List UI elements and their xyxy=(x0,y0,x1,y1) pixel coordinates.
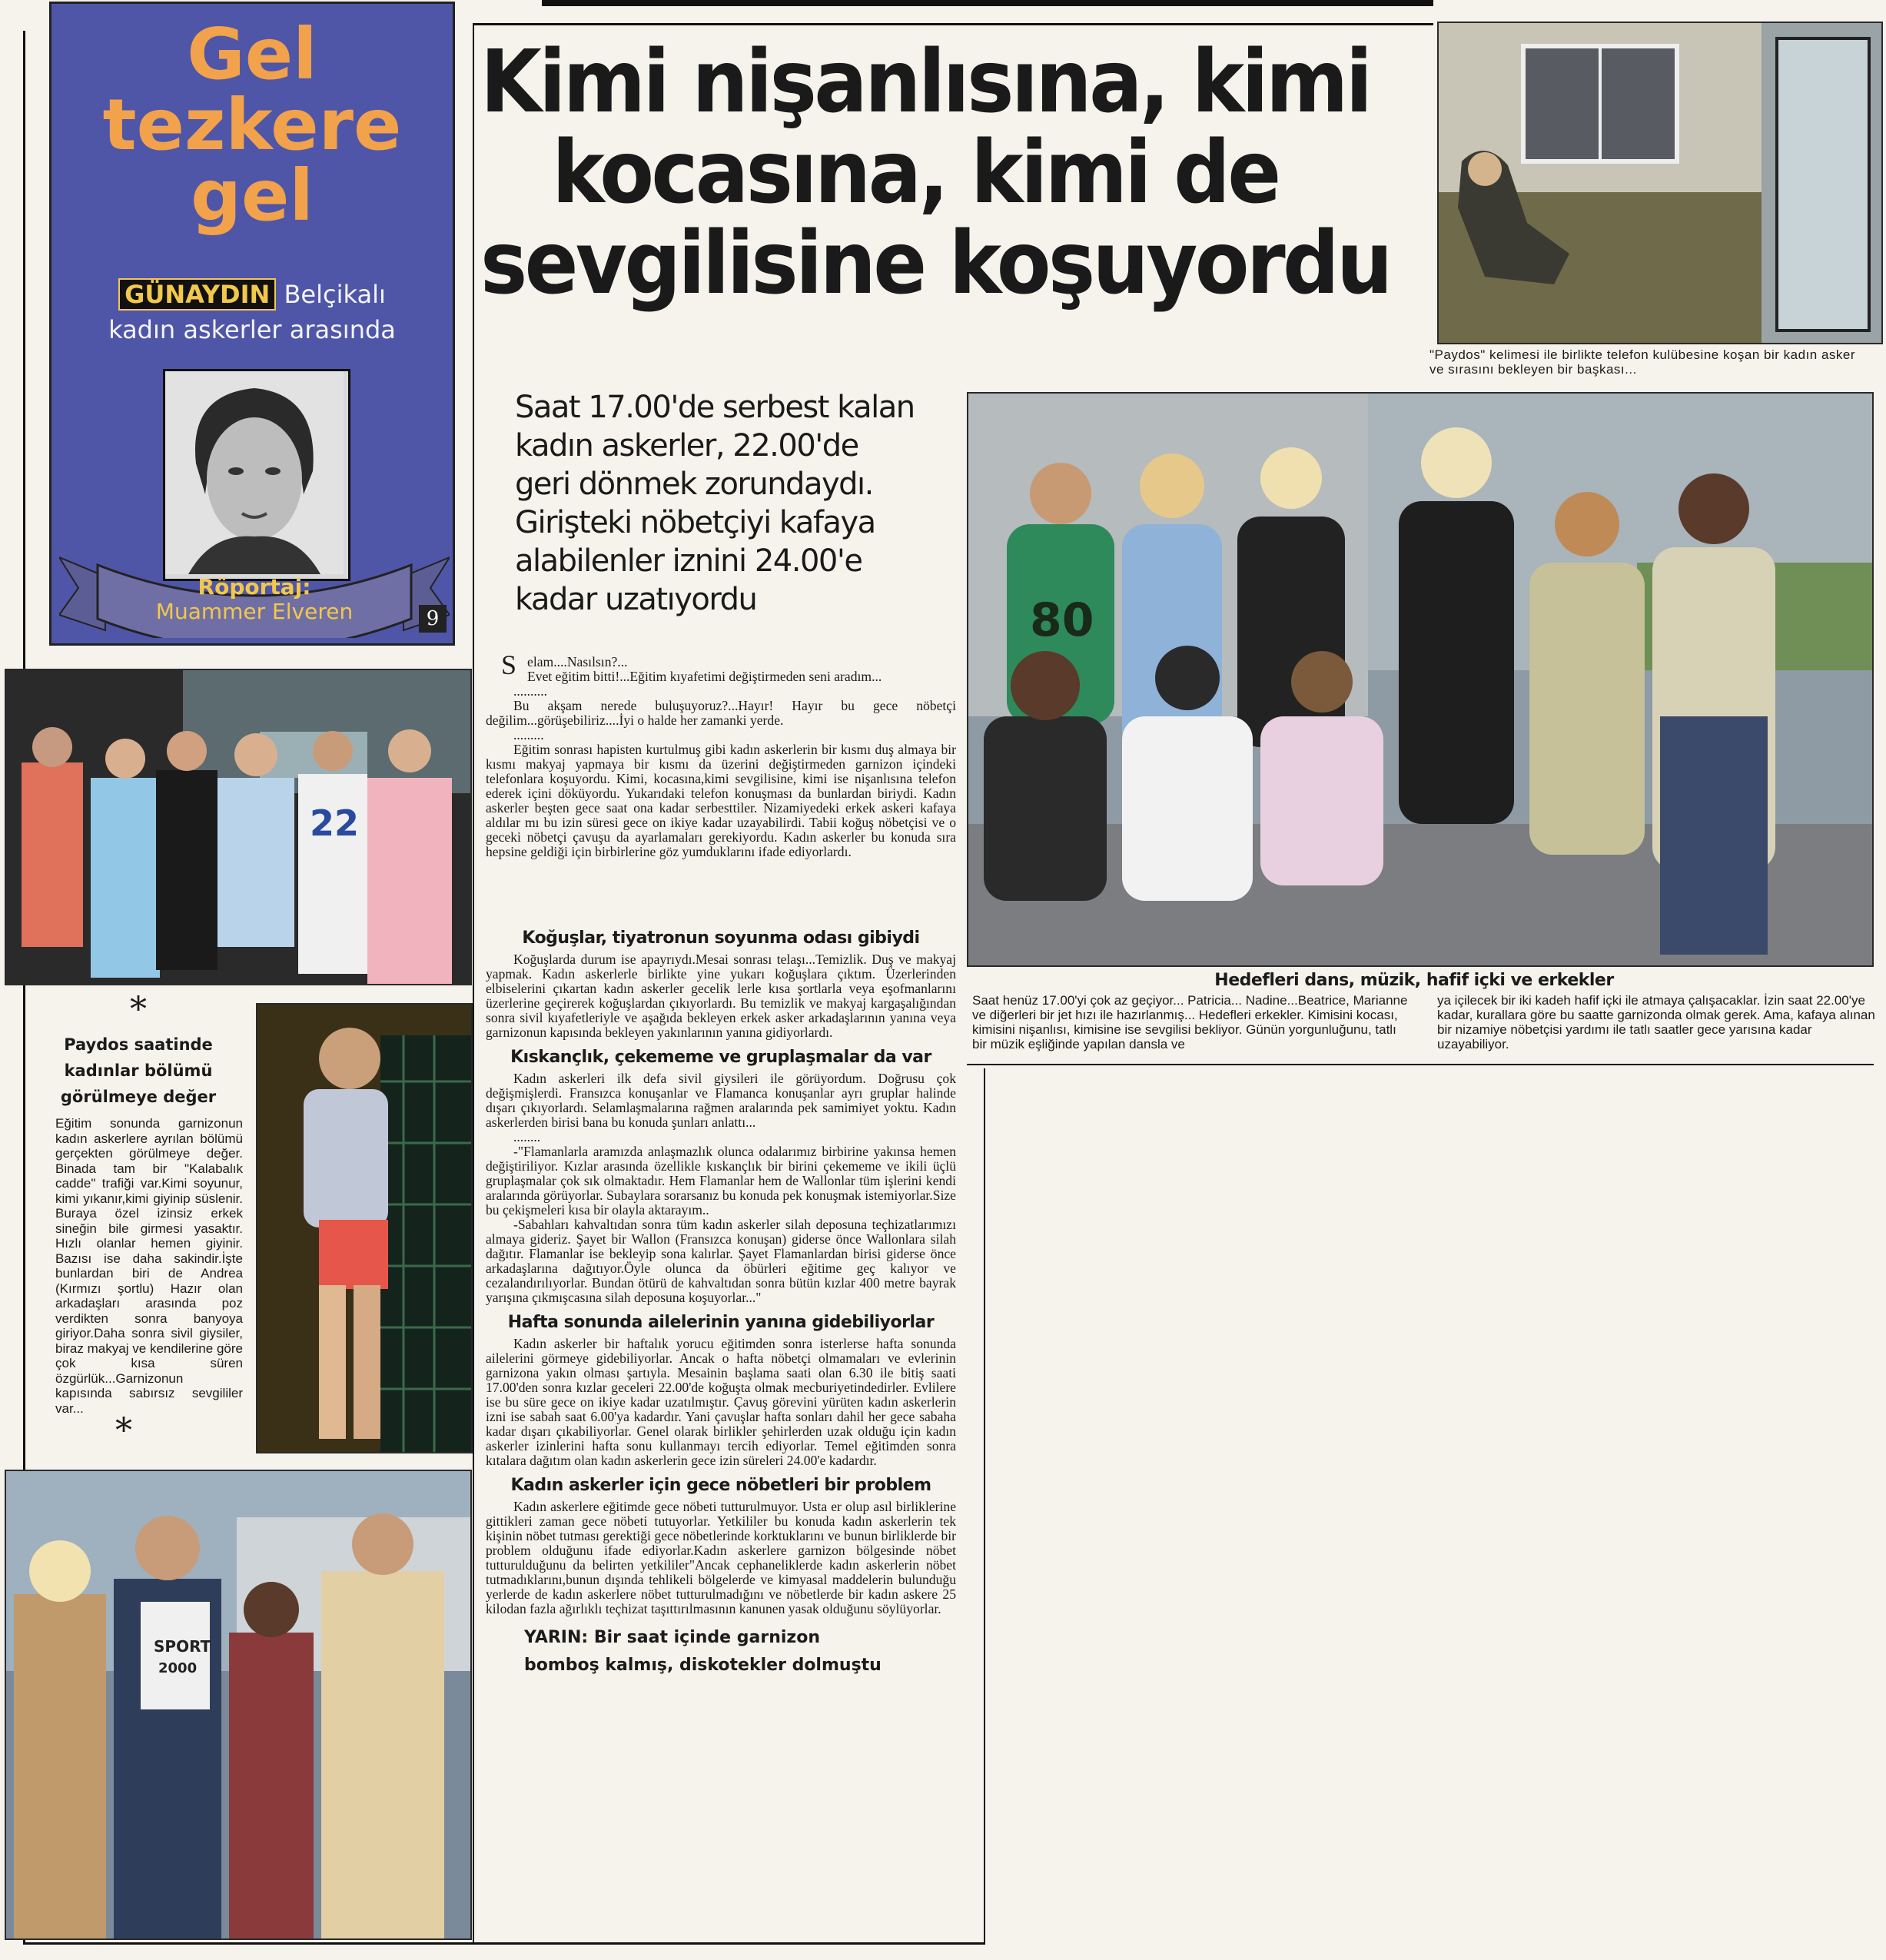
top-rule xyxy=(542,0,1433,6)
paragraph: -Sabahları kahvaltıdan sonra tüm kadın askerler silah deposuna teçhizatlarımızı almaya gideriz. Şayet bir Wallon (Fransızca konuşan) giderse önce Wallonlara silah dağıtır. Flamanlar ise bekleyip sona kalırlar. Şayet Flamanlardan birisi giderse önce arkadaşlarına dağıtıyor.Öyle olunca da öbürleri eğitime geç kalıyor ve cezalandırılıyorlar. Bundan ötürü de kahvaltıdan sonra bütün kızlar 400 metre bayrak yarışına çıkmışcasına silah deposuna koşuyorlar..." xyxy=(486,1217,956,1305)
sidebar-star-top: * xyxy=(130,990,147,1029)
shirt-sport: SPORT xyxy=(154,1637,211,1656)
section-body xyxy=(486,1071,956,1305)
tomorrow-teaser xyxy=(524,1624,893,1679)
women-group-photo xyxy=(5,669,472,985)
section-body xyxy=(486,1337,956,1468)
couples-photo xyxy=(5,1470,472,1940)
byline-ribbon xyxy=(59,542,450,638)
section-heading: Hafta sonunda ailelerinin yanına gidebiliyorlar xyxy=(507,1313,935,1332)
series-title-line: tezkere xyxy=(102,84,402,166)
intro-line: Evet eğitim bitti!...Eğitim kıyafetimi değiştirmeden seni aradım... xyxy=(527,669,882,684)
shirt-2000: 2000 xyxy=(158,1660,198,1676)
series-subtitle xyxy=(51,277,453,347)
subtitle-a: Belçikalı xyxy=(284,280,386,309)
sidebar-star-bottom: * xyxy=(115,1411,132,1450)
paragraph: Kadın askerlere eğitimde gece nöbeti tutturulmuyor. Usta er olup asıl birliklerine gittikleri zaman gece nöbeti tutuyorlar. Yetkililer bu konuda kadın askerlerin tek kişinin nöbet tutması gerektiği gece nöbetlerinde korktuklarını ve bunun birliklerde bir problem olduğunu ifade ediyorlar.Kadın askerlere garnizon bölgesinde nöbet tutturulduğunu da belirten yetkililer"Ancak cephaneliklerde kadın askerlerin nöbet tutmadıklarını,bunun dışında tehlikeli bölgelerde ve kimyasal maddelerin bulunduğu yerlerde de kadın askerlere nöbet tutturulmadığını ve nöbetlerde bir kadın askere 25 kilodan fazla ağırlıklı teçhizat taşıttırılmasının kanunen yasak olduğunu söylüyorlar. xyxy=(486,1499,956,1616)
headline-line-1: Kimi nişanlısına, kimi xyxy=(480,32,1370,132)
group-caption-heading: Hedefleri dans, müzik, hafif içki ve erkekler xyxy=(1214,971,1614,990)
sidebar-title: Paydos saatinde kadınlar bölümü görülmeye değer xyxy=(60,1035,217,1106)
article-sections xyxy=(486,929,956,1679)
paragraph: Koğuşlarda durum ise apayrıydı.Mesai sonrası telaşı...Temizlik. Duş ve makyaj yapmak. Kadın askerlerle birlikte yine yukarı koğuşlara çıktım. Üzerlerinden elbiselerini çıkartan kadın askerler gecelik lerle kısa şortlarla veya eşofmanlarını üzerlerine geçirerek koğuşlardan çıkıyorlardı. Bu temizlik ve makyaj kargaşalığından sonra sivil kıyafetleriyle ve aşağıda bekleyen erkek asker arkadaşlarının yanına veya garnizonun kapısında bekleyen yakınlarının yanına gidiyorlardı. xyxy=(486,952,956,1040)
column-rule-left xyxy=(473,23,474,1945)
tomorrow-label: YARIN: xyxy=(524,1628,589,1647)
paragraph: ........ xyxy=(513,1129,541,1144)
section-body xyxy=(486,952,956,1040)
column-rule-right xyxy=(984,1068,985,1945)
andrea-photo xyxy=(256,1003,473,1453)
section-heading: Kadın askerler için gece nöbetleri bir problem xyxy=(510,1476,931,1495)
intro-line: ......... xyxy=(513,727,544,742)
deck-line: Saat 17.00'de serbest kalan xyxy=(515,390,915,425)
deck-line: geri dönmek zorundaydı. xyxy=(515,467,873,502)
series-title xyxy=(51,13,453,237)
sidebar-text: Eğitim sonunda garnizonun kadın askerlere ayrılan bölümü gerçekten görülmeye değer. Binada tam bir "Kalabalık cadde" trafiği var.Kimi soyunur, kimi yıkanır,kimi giyinip süslenir. Buraya özel izinsiz erkek sineğin bile girmesi yasaktır. Hızlı olanlar hemen giyinir. Bazısı ise daha sakindir.İşte bunlardan biri de Andrea (Kırmızı şortlu) Hazır olan arkadaşları arasında poz verdikten sonra banyoya giriyor.Daha sonra sivil giysiler, biraz makyaj ve kendilerine göre çok kısa süren özgürlük...Garnizonun kapısında sabırsız sevgililer var... xyxy=(55,1116,243,1416)
group-photo xyxy=(967,392,1874,967)
article-intro xyxy=(486,649,956,859)
series-title-line: gel xyxy=(191,154,314,237)
section-heading: Koğuşlar, tiyatronun soyunma odası gibiydi xyxy=(522,929,920,948)
deck-line: kadın askerler, 22.00'de xyxy=(515,428,858,463)
intro-line: Selam....Nasılsın?... xyxy=(501,649,628,680)
headline-line-2: kocasına, kimi de xyxy=(552,123,1279,223)
intro-line: Bu akşam nerede buluşuyoruz?...Hayır! Hayır bu gece nöbetçi değilim...görüşebiliriz....İyi o halde her zamanki yerde. xyxy=(486,698,956,728)
section-heading: Kıskançlık, çekememe ve gruplaşmalar da var xyxy=(510,1048,931,1067)
headline xyxy=(480,32,1390,314)
phone-booth-photo xyxy=(1437,22,1883,344)
part-number: 9 xyxy=(419,605,447,633)
intro-line: .......... xyxy=(513,683,547,699)
drop-cap: S xyxy=(501,649,517,680)
intro-line: Eğitim sonrası hapisten kurtulmuş gibi kadın askerlerin bir kısmı duş almaya bir kısmı makyaj yapmaya bir kısmı da üzerini değiştirmeden garnizon içindeki telefonlara koşuyordu. Kimi, kocasına,kimi sevgilisine, kimi ise nişanlısına telefon ederek içini döküyordu. Yukarıdaki telefon konuşması da bunlardan biriydi. Kadın askerler beşten gece saat ona kadar serbesttiler. Nizamiyedeki erkek askeri kafaya aldılar mı bu izin süresi gece on ikiye kadar uzayabilirdi. Tabii koğuş nöbetçisi ve o geceki nöbetçi çavuşu da ayarlamaları gerekiyordu. Kadın askerler bu konuda sıra hepsine geldiği için birbirlerine göz yumduklarını ifade ediyorlardı. xyxy=(486,742,956,859)
series-title-line: Gel xyxy=(187,13,317,95)
phone-booth-caption: "Paydos" kelimesi ile birlikte telefon kulübesine koşan bir kadın asker ve sırasını bekleyen bir başkası... xyxy=(1429,347,1856,377)
paragraph: -"Flamanlarla aramızda anlaşmazlık olunca odalarımız birbirine yakınsa hemen değiştiriliyor. Kızlar arasında özellikle kıskançlık bir birini çekememe ve ikili üçlü gruplaşmalar çok sık olmaktadır. Hem Flamanlar hem de Wallonlar tüm işlerini kendi aralarında görüyorlar. Subaylara sorarsanız bu konuda pek konuşmak istemiyorlar.Size bu çekişmeleri kısa bir olayla aktarayım.. xyxy=(486,1144,956,1218)
caption-rule xyxy=(967,1064,1874,1065)
tomorrow-text: Bir saat içinde garnizon bomboş kalmış, diskotekler dolmuştu xyxy=(524,1628,882,1675)
deck-line: kadar uzatıyordu xyxy=(515,582,757,617)
byline-name: Muammer Elveren xyxy=(155,599,354,624)
group-caption-col1: Saat henüz 17.00'yi çok az geçiyor... Patricia... Nadine...Beatrice, Marianne ve diğerleri bir jet hızı ile hazırlanmış... Hedefleri erkekler. Kimisini kocası, kimisini nişanlısı, kimisine ise sevgilisi bekliyor. Günün yorgunluğunu, tatlı bir müzik eşliğinde yapılan dansla ve xyxy=(972,993,1408,1051)
deck-line: alabilenler iznini 24.00'e xyxy=(515,543,862,579)
paragraph: Kadın askerler bir haftalık yorucu eğitimden sonra isterlerse hafta sonunda ailelerini görmeye gidebiliyorlar. Ancak o hafta nöbetçi olmamaları ve evlerinin garnizona yakın olması şartıyla. Mesainin başlama saati olan 6.30 ile bitiş saati 17.00'den sonra kızlar geceleri 22.00'de koğuşta olmak mecburiyetindedirler. Evlilere ise bu süre gece on ikiye kadar uzatılmıştır. Çavuş görevini yürüten kadın askerlerin izni ise sabah saat 6.00'ya kadardır. Yani çavuşlar hafta sonları dahil her gece sabaha kadar dışarı çıkabiliyorlar. Genel olarak birlikler şehirlerden uzak olduğu için kadın askerler izinlerini hafta sonu kullanmayı tercih ediyorlar. Temel eğitimden sonra kıtalara dağıtım olan kadın askerlerin gece izin süreleri 24.00'e kadardır. xyxy=(486,1336,956,1468)
byline-label: Röportaj: xyxy=(198,574,311,600)
section-body xyxy=(486,1500,956,1616)
top-rule-thin xyxy=(473,23,1433,25)
paragraph: Kadın askerleri ilk defa sivil giysileri ile görüyordum. Doğrusu çok değişmişlerdi. Fransızca konuşanlar ve Flamanca konuşanlar ayrı gruplar halinde dışarı çıkıyorlardı. Selamlaşmalarına rağmen aralarında pek samimiyet yoktu. Kadın askerlerden birisi bana bu konuda şunları anlattı... xyxy=(486,1071,956,1130)
series-box xyxy=(49,2,455,646)
deck xyxy=(515,388,984,619)
jersey-number-22: 22 xyxy=(310,802,360,844)
headline-line-3: sevgilisine koşuyordu xyxy=(480,214,1390,314)
group-caption-col2: ya içilecek bir iki kadeh hafif içki ile atmaya çalışacaklar. İzin saat 22.00'ye kadar, kurallara göre bu saatte garnizonda olmak gerek. Ama, kafaya alınan bir nizamiye nöbetçisi yardımı ile tatlı saatler gece yarısına kadar uzayabiliyor. xyxy=(1437,993,1875,1051)
page-bottom-rule xyxy=(23,1942,984,1945)
deck-line: Girişteki nöbetçiyi kafaya xyxy=(515,505,875,540)
subtitle-b: kadın askerler arasında xyxy=(108,315,396,344)
jersey-number-80: 80 xyxy=(1030,593,1094,647)
brand-badge: GÜNAYDIN xyxy=(118,278,276,311)
sidebar-box xyxy=(23,992,254,1453)
